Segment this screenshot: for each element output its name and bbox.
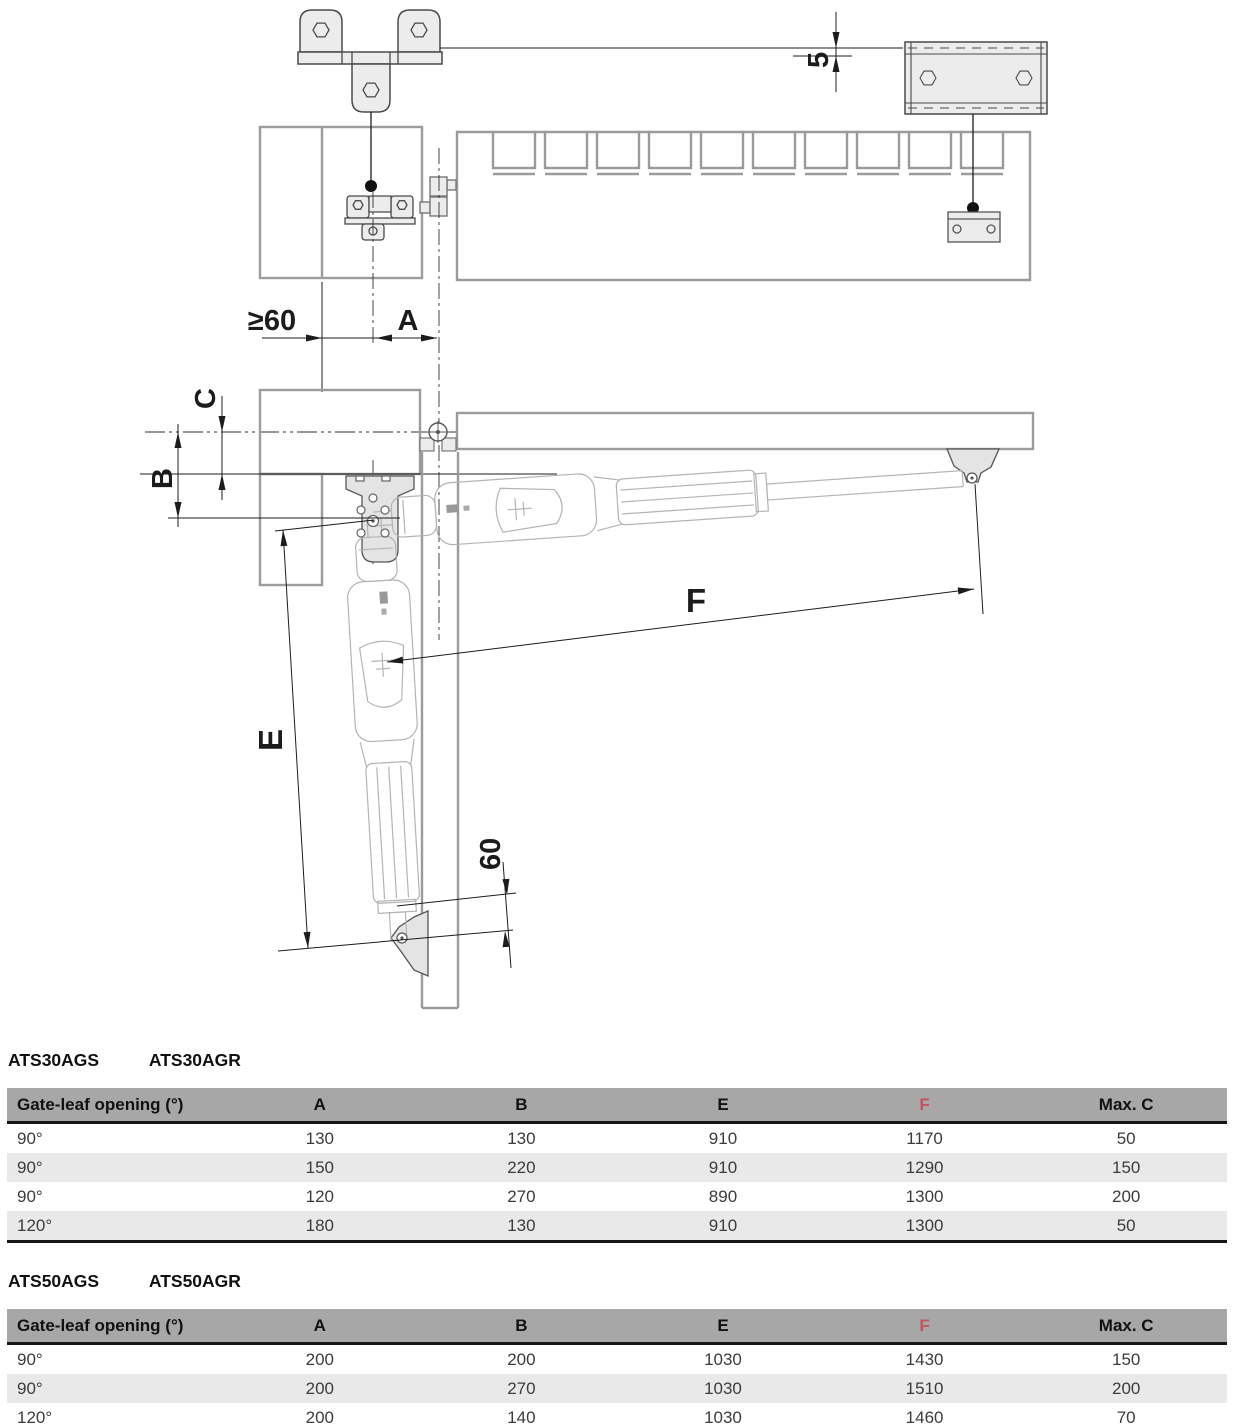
cell-b: 270 — [507, 1186, 536, 1206]
column-header: Gate-leaf opening (°) — [7, 1309, 219, 1344]
cell-opening: 90° — [17, 1157, 43, 1177]
leader-lines — [371, 112, 973, 202]
cell-opening: 120° — [17, 1215, 53, 1235]
cell-b: 270 — [507, 1378, 536, 1398]
table-row — [7, 1153, 1227, 1182]
model-name: ATS50AGR — [148, 1271, 241, 1291]
front-bracket-top-view — [298, 10, 442, 112]
table-row — [7, 1403, 1227, 1426]
cell-max-c: 200 — [1112, 1186, 1141, 1206]
gate-leaf-closed-plan — [457, 413, 1033, 449]
section1-title — [8, 1050, 1234, 1074]
cell-max-c: 150 — [1112, 1349, 1141, 1369]
cell-f: 1290 — [905, 1157, 944, 1177]
cell-f: 1510 — [905, 1378, 944, 1398]
gate-pickets — [493, 132, 1003, 174]
dim-60-label: 60 — [475, 837, 507, 870]
table-row — [7, 1182, 1227, 1211]
cell-f: 1430 — [905, 1349, 944, 1369]
cell-f: 1300 — [905, 1215, 944, 1235]
table-row — [7, 1211, 1227, 1242]
dim-f — [387, 484, 983, 664]
dim-f-label: F — [685, 582, 707, 619]
dim-clearance-label: ≥60 — [247, 305, 297, 337]
model-name: ATS50AGS — [8, 1271, 100, 1291]
column-header: E — [622, 1088, 824, 1123]
cell-a: 150 — [305, 1157, 334, 1177]
cell-e: 910 — [708, 1128, 738, 1148]
cell-e: 890 — [708, 1186, 738, 1206]
cell-opening: 90° — [17, 1378, 43, 1398]
column-header: A — [219, 1309, 421, 1344]
cell-e: 1030 — [704, 1407, 742, 1426]
cell-opening: 90° — [17, 1128, 43, 1148]
dim-e-label: E — [252, 728, 289, 751]
front-bracket-elevation — [345, 196, 415, 240]
table-row — [7, 1123, 1227, 1154]
cell-f: 1300 — [905, 1186, 944, 1206]
gate-pivot-plan — [420, 421, 456, 451]
dim-a-and-clearance — [248, 282, 437, 392]
table-row — [7, 1374, 1227, 1403]
rear-pivot — [967, 473, 977, 483]
hinge-icon — [420, 177, 456, 216]
cell-max-c: 70 — [1116, 1407, 1136, 1426]
cell-a: 130 — [305, 1128, 334, 1148]
dim-5-label: 5 — [803, 51, 835, 68]
cell-e: 1030 — [704, 1349, 742, 1369]
dimensions-table-ats30 — [7, 1088, 1227, 1243]
column-header: A — [219, 1088, 421, 1123]
leader-dot-front — [365, 180, 377, 192]
foot-bracket-plan — [391, 911, 428, 976]
column-header: E — [622, 1309, 824, 1344]
cell-max-c: 50 — [1116, 1215, 1136, 1235]
column-header: B — [421, 1088, 623, 1123]
dim-c-label: C — [190, 388, 222, 409]
cell-b: 130 — [507, 1128, 536, 1148]
model-name: ATS30AGR — [148, 1050, 241, 1070]
column-header: Max. C — [1025, 1309, 1227, 1344]
dim-b-label: B — [147, 468, 179, 489]
cell-a: 200 — [305, 1378, 334, 1398]
dimensions-table-ats50 — [7, 1309, 1227, 1426]
column-header: Gate-leaf opening (°) — [7, 1088, 219, 1123]
actuator-open — [343, 517, 428, 941]
rear-bracket-top-view — [905, 42, 1047, 114]
cell-max-c: 150 — [1112, 1157, 1141, 1177]
cell-opening: 90° — [17, 1186, 43, 1206]
column-header: B — [421, 1309, 623, 1344]
cell-b: 130 — [507, 1215, 536, 1235]
cell-a: 180 — [305, 1215, 334, 1235]
cell-b: 220 — [507, 1157, 536, 1177]
table-header-row — [7, 1309, 1227, 1344]
column-header-f: F — [824, 1309, 1026, 1344]
cell-a: 200 — [305, 1349, 334, 1369]
rear-plate-elevation — [948, 212, 1000, 242]
cell-f: 1170 — [906, 1128, 943, 1148]
gate-leaf-elevation — [457, 132, 1030, 280]
table-header-row — [7, 1088, 1227, 1123]
cell-e: 910 — [708, 1157, 738, 1177]
dim-a-label: A — [397, 305, 419, 337]
dim-c — [190, 388, 226, 500]
dim-5 — [440, 12, 903, 92]
cell-max-c: 200 — [1112, 1378, 1141, 1398]
cell-a: 200 — [305, 1407, 334, 1426]
cell-opening: 90° — [17, 1349, 43, 1369]
cell-b: 140 — [507, 1407, 536, 1426]
cell-max-c: 50 — [1116, 1128, 1136, 1148]
cell-e: 910 — [708, 1215, 738, 1235]
section2-title — [8, 1271, 1234, 1295]
foot-pivot — [397, 933, 407, 943]
cell-e: 1030 — [704, 1378, 742, 1398]
column-header: Max. C — [1025, 1088, 1227, 1123]
cell-a: 120 — [305, 1186, 334, 1206]
table-row — [7, 1344, 1227, 1375]
model-name: ATS30AGS — [8, 1050, 100, 1070]
cell-f: 1460 — [905, 1407, 944, 1426]
column-header-f: F — [824, 1088, 1026, 1123]
cell-opening: 120° — [17, 1407, 53, 1426]
cell-b: 200 — [507, 1349, 536, 1369]
